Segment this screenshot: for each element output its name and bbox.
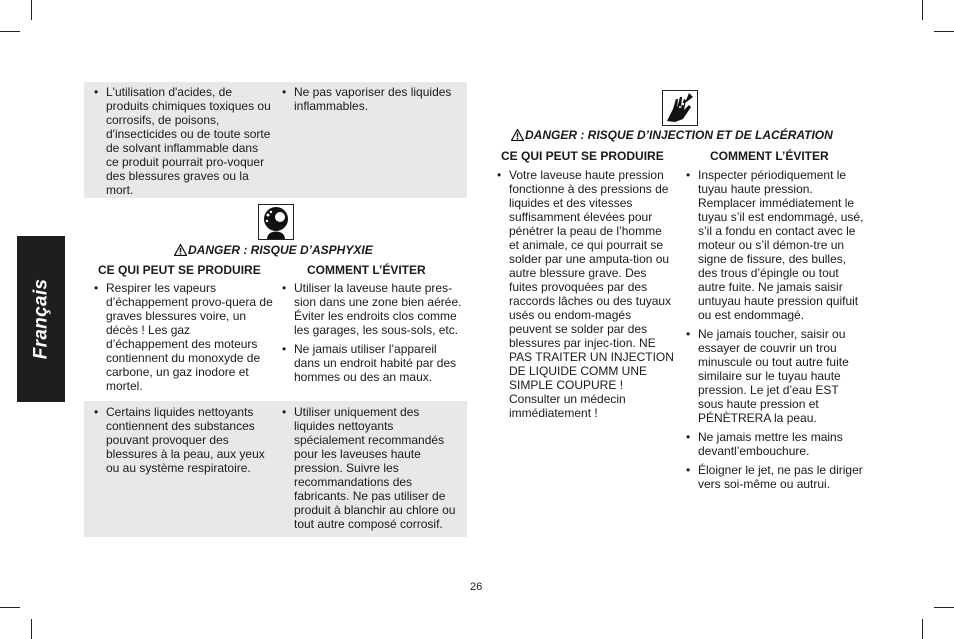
- asphyxie-left-column: [94, 281, 274, 398]
- bullet-item: • Utiliser la laveuse haute pres-sion dans une zone bien aérée. Éviter les endroits clos comme les garages, les sous-sols, etc.: [282, 281, 466, 337]
- top-hazard-block: [84, 82, 467, 198]
- injection-hand-icon: [662, 90, 698, 126]
- column-header-how-to-prevent: COMMENT L’ÉVITER: [710, 149, 829, 163]
- bullet-item: • Ne jamais toucher, saisir ou essayer de couvrir un trou minuscule ou tout autre fuite similaire sur le tuyau haute pression. Le jet d’eau EST sous haute pression et PÉNÈTRERA la peau.: [686, 327, 866, 425]
- crop-mark: [934, 31, 954, 32]
- bullet-item: • Respirer les vapeurs d’échappement provo-quera de graves blessures voire, un décès ! Les gaz d’échappement des moteurs contiennent du monoxyde de carbone, un gaz inodore et mortel.: [94, 281, 274, 393]
- asphyxiation-icon: [258, 204, 294, 240]
- bottom-hazard-block: [84, 401, 467, 537]
- crop-mark: [922, 0, 923, 20]
- crop-mark: [31, 619, 32, 639]
- crop-mark: [934, 607, 954, 608]
- warning-triangle-icon: [511, 129, 524, 141]
- warning-triangle-icon: [174, 244, 187, 256]
- bullet-item: • Ne jamais mettre les mains devantl’embouchure.: [686, 430, 866, 458]
- language-tab: [17, 236, 65, 402]
- page-number: 26: [470, 581, 483, 593]
- language-tab-label: Français: [30, 278, 51, 360]
- bullet-item: • Ne pas vaporiser des liquides inflammables.: [282, 85, 462, 113]
- injection-left-column: [497, 168, 675, 425]
- injection-right-column: [686, 168, 866, 496]
- bullet-item: • Éloigner le jet, ne pas le diriger vers soi-même ou autrui.: [686, 463, 866, 491]
- crop-mark: [0, 31, 20, 32]
- column-header-what-can-happen: CE QUI PEUT SE PRODUIRE: [501, 149, 664, 163]
- bullet-item: • Ne jamais utiliser l’appareil dans un endroit habité par des hommes ou des an maux.: [282, 342, 466, 384]
- bullet-item: • Inspecter périodiquement le tuyau haute pression. Remplacer immédiatement le tuyau s’il est endommagé, usé, s’il a fondu en contact avec le moteur ou s’il démon-tre un signe de fissure, des bulles, des trous d’épingle ou tout autre fuite. Ne jamais saisir untuyau haute pression quifuit ou est endommagé.: [686, 168, 866, 322]
- bullet-item: • Certains liquides nettoyants contiennent des substances pouvant provoquer des blessures à la peau, aux yeux ou au système respiratoire.: [94, 405, 274, 475]
- column-header-how-to-prevent: COMMENT L’ÉVITER: [307, 263, 426, 277]
- bullet-item: • Utiliser uniquement des liquides nettoyants spécialement recommandés pour les laveuses haute pression. Suivre les recommandations des fabricants. Ne pas utiliser de produit à blanchir au chlore ou tout autre composé corrosif.: [282, 405, 463, 531]
- injection-danger-title: DANGER : RISQUE D’INJECTION ET DE LACÉRATION: [511, 128, 833, 142]
- crop-mark: [0, 607, 20, 608]
- bullet-item: • Votre laveuse haute pression fonctionne à des pressions de liquides et des vitesses suffisamment élevées pour pénétrer la peau de l’homme et animale, ce qui pourrait se solder par une amputa-tion ou autre blessure grave. Des fuites provoquées par des raccords lâches ou des tuyaux usés ou endom-magés peuvent se solder par des blessures par injec-tion. NE PAS TRAITER UN INJECTION DE LIQUIDE COMM UNE SIMPLE COUPURE ! Consulter un médecin immédiatement !: [497, 168, 675, 420]
- asphyxie-danger-title: DANGER : RISQUE D’ASPHYXIE: [174, 243, 373, 257]
- crop-mark: [922, 619, 923, 639]
- crop-mark: [31, 0, 32, 20]
- bullet-item: • L'utilisation d'acides, de produits chimiques toxiques ou corrosifs, de poisons, d'insecticides ou de toute sorte de solvant inflammable dans ce produit pourrait pro-voquer des blessures graves ou la mort.: [94, 85, 272, 197]
- column-header-what-can-happen: CE QUI PEUT SE PRODUIRE: [98, 263, 261, 277]
- asphyxie-right-column: [282, 281, 466, 389]
